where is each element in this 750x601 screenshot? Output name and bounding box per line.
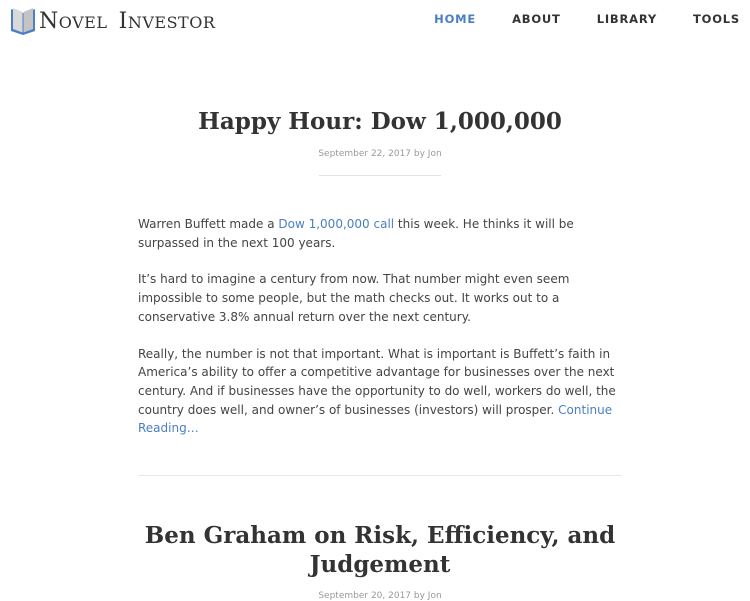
post-paragraph-2: It’s hard to imagine a century from now. That number might even seem impossible to some people, but the math checks out. It works out to a conservative 3.8% annual return over the next century.	[138, 272, 570, 324]
main-nav	[398, 12, 740, 26]
site-header	[0, 0, 750, 42]
post-dow-1000000	[138, 107, 622, 438]
site-logo[interactable]	[10, 5, 215, 37]
post-title[interactable]: Ben Graham on Risk, Efficiency, and Judgement	[144, 522, 616, 578]
post-paragraph-3: Really, the number is not that important. What is important is Buffett’s faith in America’s ability to offer a competitive advantage for businesses over the next century. And if businesses have the opportunity to do well, workers do well, the country does well, and owner’s of businesses (investors) will prosper. Continue Reading…	[138, 346, 616, 436]
post-title[interactable]: Happy Hour: Dow 1,000,000	[198, 108, 562, 135]
meta-divider	[319, 175, 441, 176]
post-paragraph-1: Warren Buffett made a Dow 1,000,000 call this week. He thinks it will be surpassed in the next 100 years.	[138, 217, 574, 250]
post-meta: September 20, 2017 by Jon	[318, 591, 442, 601]
nav-about[interactable]: ABOUT	[512, 12, 561, 26]
post-ben-graham	[138, 521, 622, 601]
nav-home[interactable]: HOME	[434, 12, 477, 26]
post-divider	[138, 475, 622, 476]
nav-library[interactable]: LIBRARY	[596, 12, 657, 26]
dow-call-link[interactable]: Dow 1,000,000 call	[278, 217, 395, 231]
logo-text: NOVEL INVESTOR	[39, 8, 216, 34]
open-book-icon	[10, 5, 36, 37]
nav-tools[interactable]: TOOLS	[692, 12, 740, 26]
post-meta: September 22, 2017 by Jon	[318, 149, 442, 159]
continue-reading-link[interactable]: Continue Reading…	[138, 402, 613, 436]
